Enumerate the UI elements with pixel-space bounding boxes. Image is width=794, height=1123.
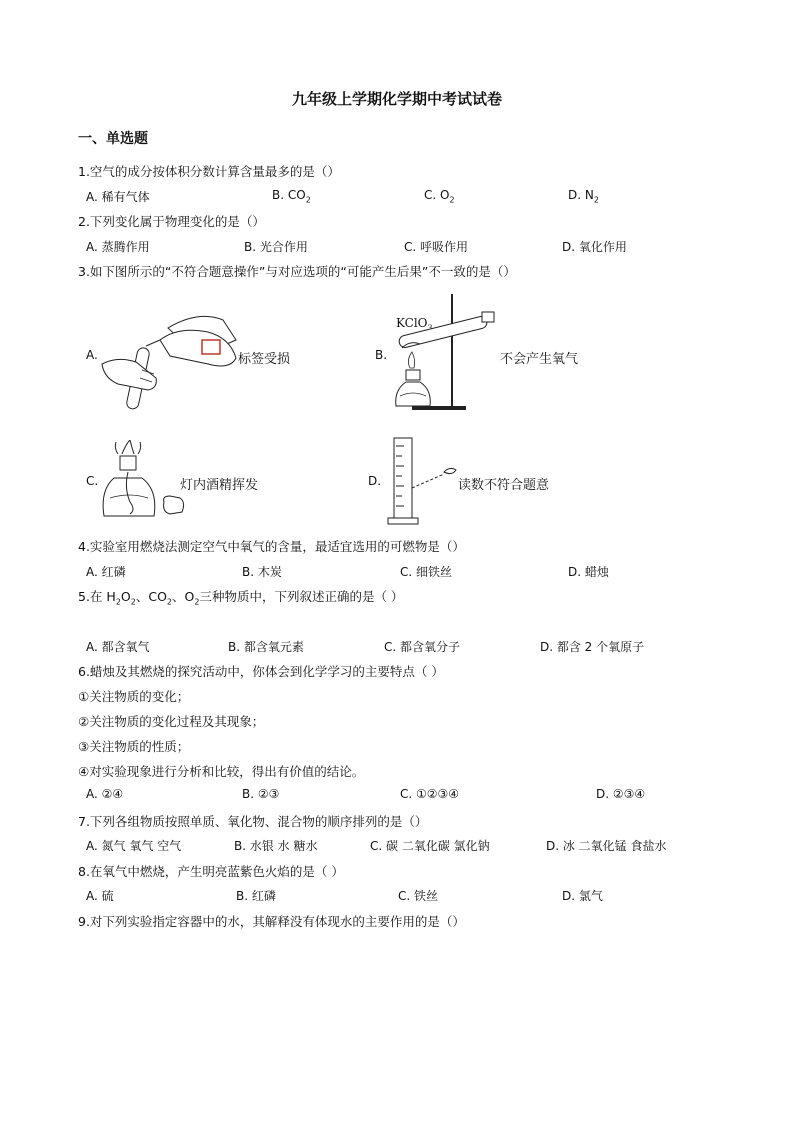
option-d[interactable]: D. $N_2$ <box>568 188 599 205</box>
option-c[interactable]: C. 都含氧分子 <box>384 640 461 654</box>
question-1-options <box>86 188 726 206</box>
option-b[interactable]: B. 光合作用 <box>244 240 308 254</box>
figure-b-caption: 不会产生氧气 <box>500 352 579 367</box>
question-3: 3.如下图所示的“不符合题意操作”与对应选项的“可能产生后果”不一致的是（） <box>78 264 516 279</box>
question-7-options <box>86 837 726 855</box>
section-heading: 一、单选题 <box>78 131 148 147</box>
question-2: 2.下列变化属于物理变化的是（） <box>78 214 265 229</box>
option-b[interactable]: B. 木炭 <box>242 565 282 579</box>
option-d[interactable]: D. 蜡烛 <box>568 565 609 579</box>
option-a[interactable]: A. 氮气 氧气 空气 <box>86 839 182 853</box>
option-c[interactable]: C. ①②③④ <box>400 787 460 801</box>
option-d[interactable]: D. 氧化作用 <box>562 240 627 254</box>
question-4: 4.实验室用燃烧法测定空气中氧气的含量，最适宜选用的可燃物是（） <box>78 539 465 554</box>
option-a[interactable]: A. 红磷 <box>86 565 126 579</box>
question-1: 1.空气的成分按体积分数计算含量最多的是（） <box>78 164 340 179</box>
statement-4: ④对实验现象进行分析和比较，得出有价值的结论。 <box>78 764 365 779</box>
question-8: 8.在氧气中燃烧，产生明亮蓝紫色火焰的是（ ） <box>78 864 344 879</box>
question-4-options <box>86 563 726 581</box>
figure-d-caption: 读数不符合题意 <box>458 478 550 493</box>
figure-a-caption: 标签受损 <box>238 352 291 367</box>
figure-c-label: C. <box>86 474 99 488</box>
option-a[interactable]: A. 硫 <box>86 889 114 903</box>
figure-b-label: B. <box>375 348 388 362</box>
option-c[interactable]: C. $O_2$ <box>424 188 455 205</box>
figure-c-caption: 灯内酒精挥发 <box>180 478 259 493</box>
statement-2: ②关注物质的变化过程及其现象； <box>78 714 265 729</box>
alcohol-lamp-illustration <box>100 440 190 525</box>
option-d[interactable]: D. ②③④ <box>596 787 646 801</box>
option-b[interactable]: B. 都含氧元素 <box>228 640 304 654</box>
measuring-cylinder-illustration <box>384 436 464 528</box>
heating-test-tube-illustration <box>386 290 506 415</box>
question-2-options <box>86 238 726 256</box>
question-8-options <box>86 887 726 905</box>
statement-1: ①关注物质的变化； <box>78 689 190 704</box>
option-d[interactable]: D. 氯气 <box>562 889 603 903</box>
figure-d-label: D. <box>368 474 382 488</box>
figure-a-label: A. <box>86 348 98 362</box>
option-b[interactable]: B. $CO_2$ <box>272 188 311 205</box>
question-9: 9.对下列实验指定容器中的水，其解释没有体现水的主要作用的是（） <box>78 914 465 929</box>
option-a[interactable]: A. ②④ <box>86 787 124 801</box>
option-b[interactable]: B. ②③ <box>242 787 280 801</box>
option-c[interactable]: C. 碳 二氧化碳 氯化钠 <box>370 839 490 853</box>
question-6: 6.蜡烛及其燃烧的探究活动中，你体会到化学学习的主要特点（ ） <box>78 664 444 679</box>
option-c[interactable]: C. 细铁丝 <box>400 565 453 579</box>
question-5-options <box>86 638 726 656</box>
option-d[interactable]: D. 冰 二氧化锰 食盐水 <box>546 839 667 853</box>
option-a[interactable]: A. 蒸腾作用 <box>86 240 150 254</box>
option-d[interactable]: D. 都含 2 个氧原子 <box>540 640 645 654</box>
statement-3: ③关注物质的性质； <box>78 739 190 754</box>
page-title: 九年级上学期化学期中考试试卷 <box>291 90 502 108</box>
option-a[interactable]: A. 稀有气体 <box>86 190 150 204</box>
question-5: 5.在 $H_2O_2$、$CO_2$、$O_2$三种物质中，下列叙述正确的是（ ） <box>78 589 404 607</box>
option-a[interactable]: A. 都含氧气 <box>86 640 150 654</box>
option-c[interactable]: C. 呼吸作用 <box>404 240 469 254</box>
question-7: 7.下列各组物质按照单质、氧化物、混合物的顺序排列的是（） <box>78 814 428 829</box>
option-b[interactable]: B. 水银 水 糖水 <box>234 839 318 853</box>
pouring-liquid-illustration <box>98 290 238 410</box>
option-b[interactable]: B. 红磷 <box>236 889 276 903</box>
question-6-options <box>86 787 726 805</box>
figure-b-chemical: KClO$_3$ <box>396 316 433 333</box>
option-c[interactable]: C. 铁丝 <box>398 889 439 903</box>
